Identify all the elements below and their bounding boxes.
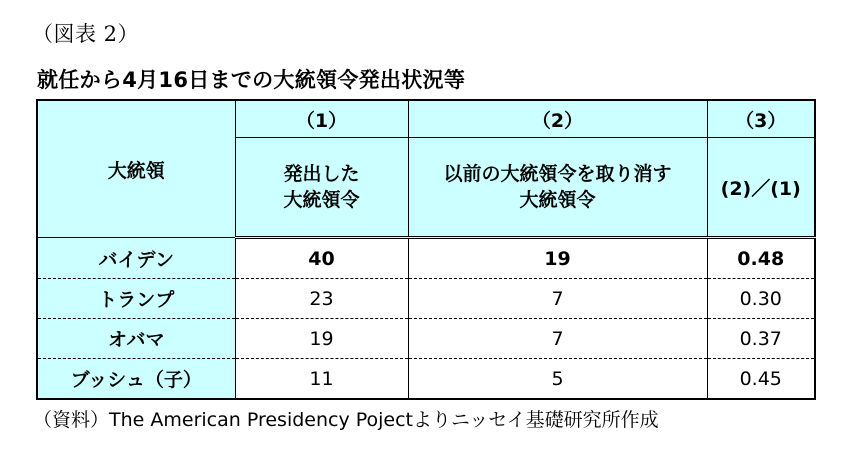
- header-col3-number: （3）: [707, 100, 815, 138]
- row-revoked: 19: [408, 238, 707, 279]
- row-name: トランプ: [37, 279, 235, 319]
- row-issued: 40: [235, 238, 408, 279]
- header-president: 大統領: [37, 100, 235, 238]
- header-col1-label-line1: 発出した: [283, 163, 360, 185]
- table-row-bush: [37, 359, 815, 400]
- figure-label: （図表 2）: [32, 22, 140, 46]
- row-issued: 23: [235, 279, 408, 319]
- header-col2-label-line1: 以前の大統領令を取り消す: [443, 163, 672, 185]
- header-col2-label: [408, 138, 707, 238]
- row-issued: 19: [235, 319, 408, 359]
- header-col2-number: （2）: [408, 100, 707, 138]
- row-revoked: 7: [408, 319, 707, 359]
- table-title: 就任から4月16日までの大統領令発出状況等: [37, 68, 466, 92]
- row-name: バイデン: [37, 238, 235, 279]
- row-issued: 11: [235, 359, 408, 400]
- table-row-obama: [37, 319, 815, 359]
- table-row-trump: [37, 279, 815, 319]
- row-ratio: 0.48: [707, 238, 815, 279]
- source-note: （資料）The American Presidency Pojectよりニッセイ基礎研究所作成: [33, 409, 659, 431]
- header-col1-number: （1）: [235, 100, 408, 138]
- header-col3-label: (2)／(1): [707, 138, 815, 238]
- row-revoked: 5: [408, 359, 707, 400]
- header-col1-label-line2: 大統領令: [283, 189, 360, 211]
- header-col1-label: [235, 138, 408, 238]
- row-ratio: 0.37: [707, 319, 815, 359]
- executive-orders-table: [36, 99, 816, 400]
- row-revoked: 7: [408, 279, 707, 319]
- table-row-biden: [37, 238, 815, 279]
- row-ratio: 0.45: [707, 359, 815, 400]
- header-number-row: [37, 100, 815, 138]
- row-name: オバマ: [37, 319, 235, 359]
- header-col2-label-line2: 大統領令: [519, 189, 596, 211]
- row-ratio: 0.30: [707, 279, 815, 319]
- row-name: ブッシュ（子）: [37, 359, 235, 400]
